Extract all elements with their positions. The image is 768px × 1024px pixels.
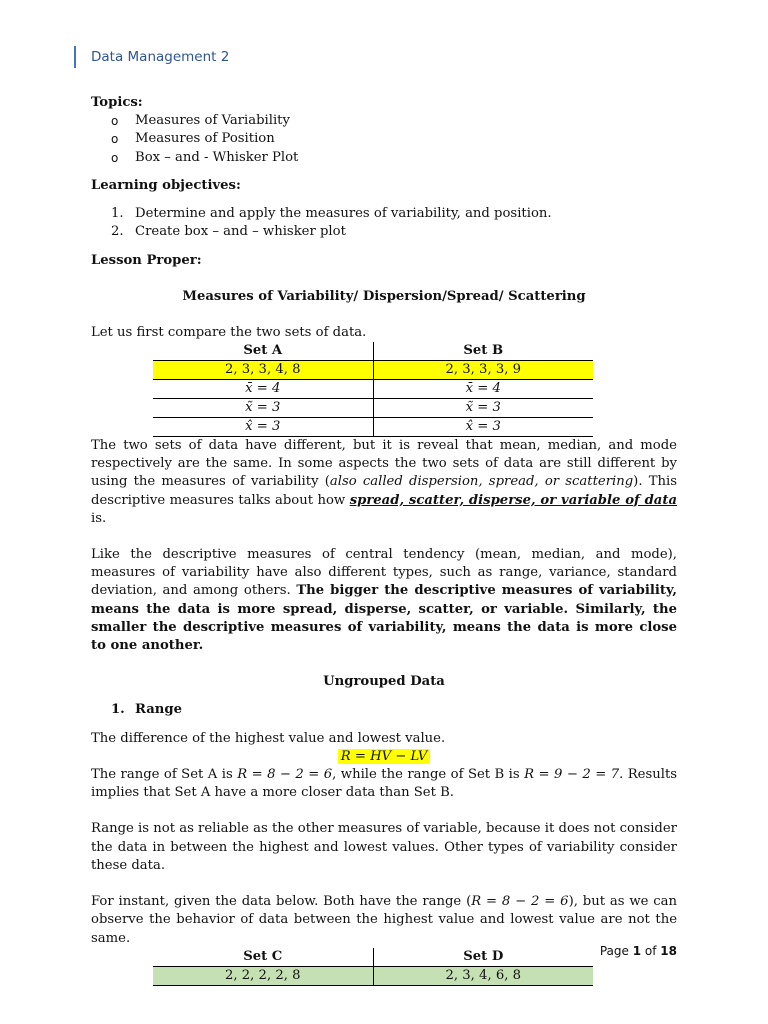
topic-item: o Box – and - Whisker Plot: [111, 149, 677, 167]
emphasis-text: spread, scatter, disperse, or variable of data: [349, 492, 677, 508]
page-footer: [600, 944, 677, 958]
italic-text: also called dispersion, spread, or scattering: [329, 474, 634, 490]
set-cd-table: [153, 948, 593, 986]
ungrouped-title: Ungrouped Data: [323, 674, 445, 690]
table-cell: x̄ = 4: [373, 380, 593, 399]
table-header-row: [153, 342, 593, 361]
formula-text: R = HV − LV: [338, 749, 431, 764]
bold-text: The bigger the descriptive measures of variability, means the data is more spread, disperse, scatter, or variable. Similarly, the smaller the descriptive measures of variability, means the data is more close to one another.: [91, 583, 678, 654]
footer-page-label: Page: [599, 944, 629, 958]
range-reliability: Range is not as reliable as the other measures of variable, because it does not consider the data in between the highest and lowest values. Other types of variability consider these data.: [91, 821, 677, 873]
text-run: Like the descriptive measures of central tendency (mean, median, and mode), measures of variability have also different types, such as range, variance, standard deviation, and among others.: [91, 547, 677, 599]
text-run: The two sets of data have different, but it is reveal that mean, median, and mode respectively are the same. In some aspects the two sets of data are still different by using the measures of variability (: [91, 438, 677, 490]
table-header-cell: Set C: [153, 948, 373, 967]
text-run: For instant, given the data below. Both have the range (: [91, 894, 472, 910]
table-cell: 2, 3, 4, 6, 8: [373, 966, 593, 985]
table-row: [153, 418, 593, 437]
objective-text: Create box – and – whisker plot: [135, 224, 346, 240]
table-cell: x̃ = 3: [153, 399, 373, 418]
range-number: 1.: [111, 702, 125, 718]
math-text: R = 9 − 2 = 7: [524, 767, 620, 783]
table-row: [153, 361, 593, 380]
table-cell: x̂ = 3: [373, 418, 593, 437]
math-text: R = 8 − 2 = 6: [471, 894, 569, 910]
objective-text: Determine and apply the measures of variability, and position.: [135, 206, 552, 222]
table-cell: x̂ = 3: [153, 418, 373, 437]
topics-heading: Topics:: [91, 95, 143, 110]
set-comparison-table: [153, 342, 593, 437]
table-row: [153, 399, 593, 418]
range-title: Range: [135, 702, 183, 718]
table-row: [153, 966, 593, 985]
table-cell: 2, 3, 3, 3, 9: [373, 361, 593, 380]
footer-total-pages: 18: [660, 944, 677, 958]
table-header-cell: Set A: [153, 342, 373, 361]
lesson-heading: Lesson Proper:: [91, 253, 202, 269]
text-run: , while the range of Set B is: [332, 767, 525, 783]
objective-item: [111, 223, 677, 241]
range-formula: [91, 748, 677, 766]
table-cell: x̄ = 4: [153, 380, 373, 399]
text-run: is.: [91, 510, 107, 526]
page-header: [74, 46, 229, 68]
range-definition: The difference of the highest value and lowest value.: [91, 730, 446, 746]
objective-item: [111, 205, 677, 223]
table-cell: 2, 3, 3, 4, 8: [153, 361, 373, 380]
intro-text: Let us first compare the two sets of data.: [91, 324, 367, 340]
topic-item: o Measures of Variability: [111, 112, 677, 130]
paragraph-variability-types: [91, 546, 677, 655]
paragraph-same-measures: [91, 437, 677, 528]
math-text: R = 8 − 2 = 6: [237, 767, 333, 783]
table-cell: x̃ = 3: [373, 399, 593, 418]
table-header-cell: Set B: [373, 342, 593, 361]
objective-number: 1.: [111, 206, 124, 222]
text-run: ). This descriptive measures talks about how: [91, 474, 677, 508]
table-header-row: [153, 948, 593, 967]
topics-list: [91, 112, 677, 167]
footer-of-label: of: [644, 944, 657, 958]
objective-number: 2.: [111, 224, 124, 240]
table-cell: 2, 2, 2, 2, 8: [153, 966, 373, 985]
text-run: . Results implies that Set A have a more closer data than Set B.: [91, 767, 678, 801]
table-row: [153, 380, 593, 399]
footer-page-number: 1: [632, 944, 642, 958]
range-instant: [91, 893, 677, 948]
topic-item: o Measures of Position: [111, 130, 677, 148]
objectives-list: [91, 205, 677, 241]
range-heading: [91, 701, 677, 719]
range-example: [91, 766, 677, 802]
document-body: [91, 94, 677, 986]
section-title: Measures of Variability/ Dispersion/Spread/ Scattering: [182, 288, 586, 304]
table-header-cell: Set D: [373, 948, 593, 967]
header-title: Data Management 2: [91, 49, 230, 65]
text-run: The range of Set A is: [91, 767, 238, 783]
objectives-heading: Learning objectives:: [91, 177, 241, 193]
header-accent-bar: [74, 46, 76, 68]
text-run: ), but as we can observe the behavior of data between the highest value and lowest value are not the same.: [91, 894, 677, 946]
